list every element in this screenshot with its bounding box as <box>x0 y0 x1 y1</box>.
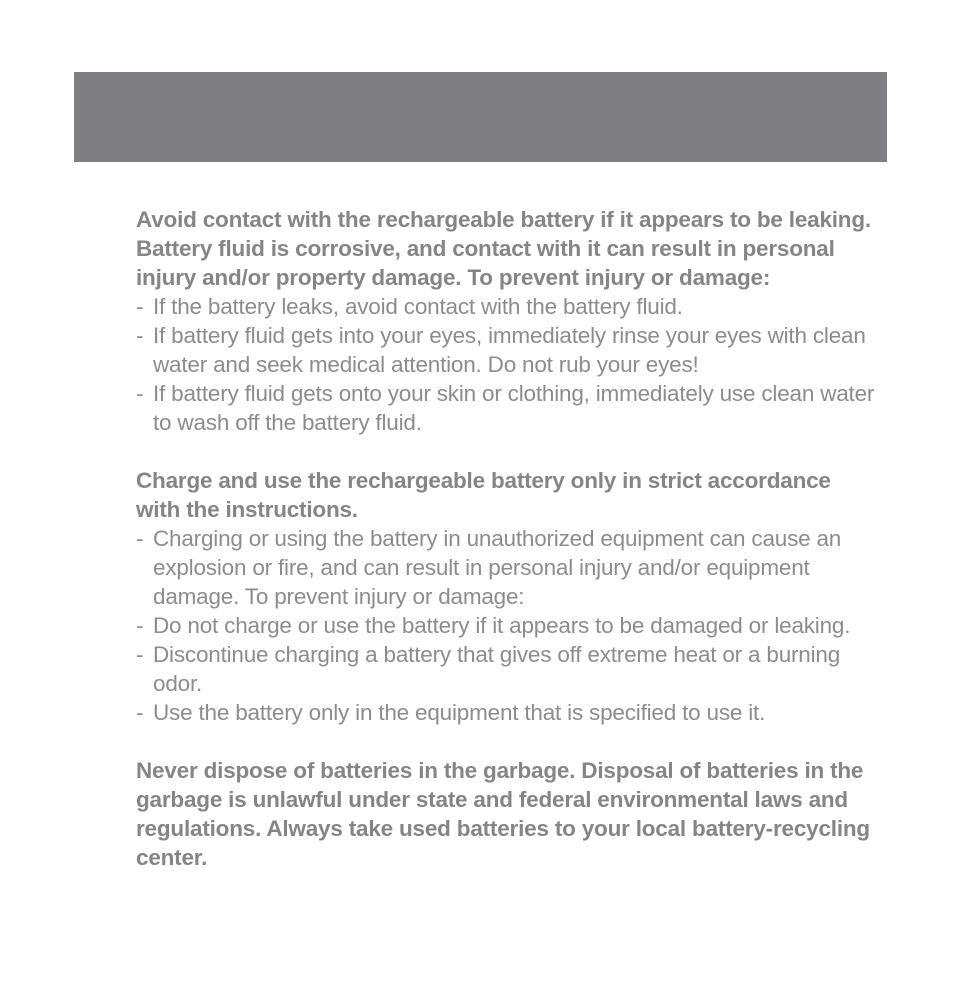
section-battery-disposal <box>136 756 876 872</box>
list-item <box>136 698 876 727</box>
list-item-text: Use the battery only in the equipment that is specified to use it. <box>153 700 766 725</box>
list-item-text: If battery fluid gets onto your skin or clothing, immediately use clean water to wash off the battery fluid. <box>153 381 875 435</box>
list-item <box>136 640 876 698</box>
bullet-marker: - <box>136 642 144 667</box>
list-item-text: Do not charge or use the battery if it appears to be damaged or leaking. <box>153 613 851 638</box>
list-item <box>136 321 876 379</box>
list-item <box>136 611 876 640</box>
bullet-list <box>136 524 876 727</box>
bullet-marker: - <box>136 294 144 319</box>
section-charging-instructions <box>136 466 876 727</box>
list-item-text: Discontinue charging a battery that gives off extreme heat or a burning odor. <box>153 642 841 696</box>
list-item <box>136 379 876 437</box>
bullet-marker: - <box>136 700 144 725</box>
list-item <box>136 292 876 321</box>
bullet-list <box>136 292 876 437</box>
list-item-text: If the battery leaks, avoid contact with the battery fluid. <box>153 294 683 319</box>
bullet-marker: - <box>136 381 144 406</box>
section-heading: Charge and use the rechargeable battery only in strict accordance with the instructions. <box>136 468 831 522</box>
header-bar <box>74 72 887 162</box>
list-item <box>136 524 876 611</box>
bullet-marker: - <box>136 323 144 348</box>
bullet-marker: - <box>136 613 144 638</box>
section-heading: Avoid contact with the rechargeable battery if it appears to be leaking. Battery fluid is corrosive, and contact with it can result in personal injury and/or property damage. To prevent injury or damage: <box>136 207 871 290</box>
bullet-marker: - <box>136 526 144 551</box>
list-item-text: If battery fluid gets into your eyes, immediately rinse your eyes with clean water and seek medical attention. Do not rub your eyes! <box>153 323 866 377</box>
section-heading: Never dispose of batteries in the garbage. Disposal of batteries in the garbage is unlawful under state and federal environmental laws and regulations. Always take used batteries to your local battery-recycling center. <box>136 758 870 870</box>
document-body <box>136 205 876 901</box>
section-leaking-battery <box>136 205 876 437</box>
list-item-text: Charging or using the battery in unauthorized equipment can cause an explosion or fire, and can result in personal injury and/or equipment damage. To prevent injury or damage: <box>153 526 842 609</box>
